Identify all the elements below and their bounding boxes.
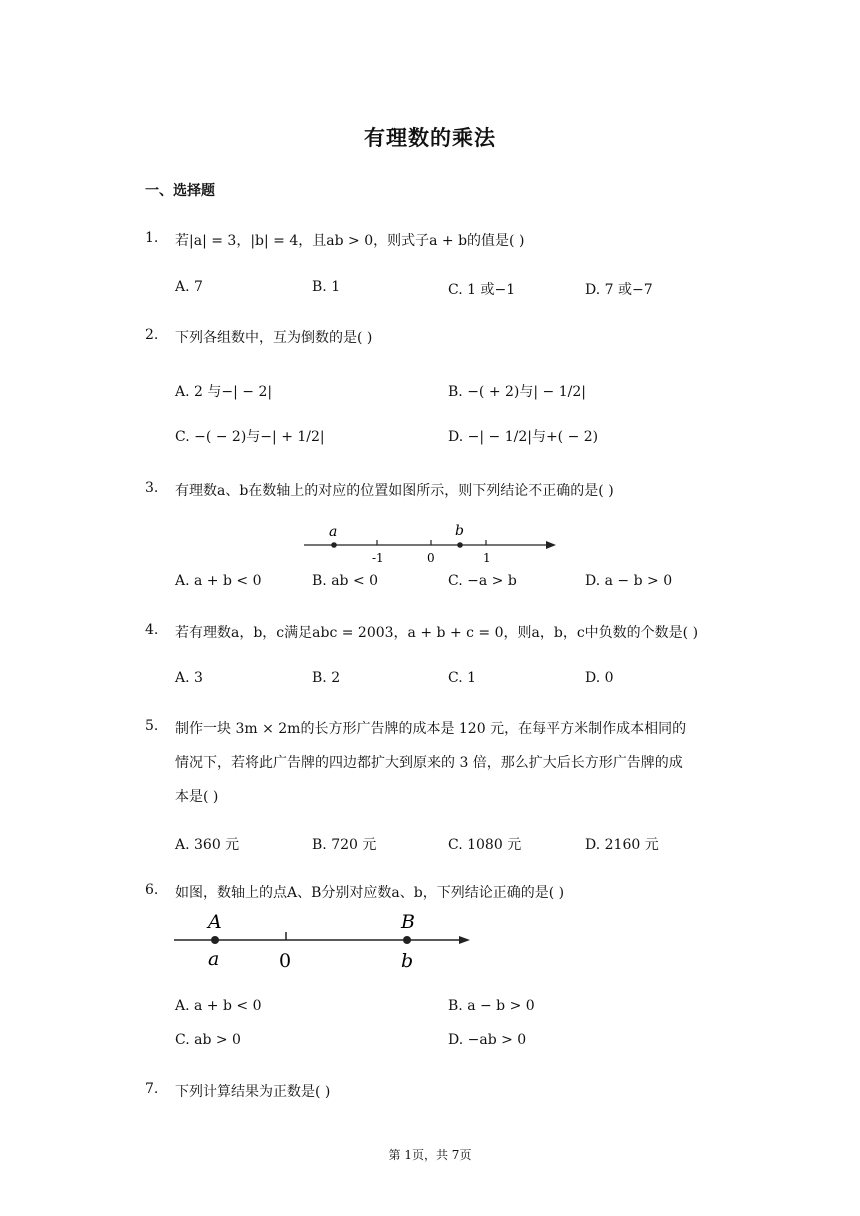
question-text-line: 情况下，若将此广告牌的四边都扩大到原来的 3 倍，那么扩大后长方形广告牌的成	[175, 755, 683, 771]
option-b: B. −( + 2)与| − 1/2|	[448, 384, 586, 400]
option-a: A. a + b < 0	[175, 573, 262, 589]
lower-label-zero: 0	[279, 950, 292, 972]
page-title: 有理数的乘法	[364, 126, 496, 150]
option-b: B. a − b > 0	[448, 998, 535, 1014]
option-a: A. a + b < 0	[175, 998, 262, 1014]
arrow-head-icon	[459, 936, 470, 944]
question-number: 7.	[145, 1081, 159, 1097]
question-text: 下列计算结果为正数是( )	[175, 1084, 331, 1100]
question-text: 如图，数轴上的点A、B分别对应数a、b，下列结论正确的是( )	[175, 885, 565, 901]
option-a: A. 3	[175, 670, 203, 686]
option-a: A. 7	[175, 279, 203, 295]
question-number: 2.	[145, 327, 159, 343]
point-label-a: a	[329, 524, 338, 540]
option-b: B. ab < 0	[312, 573, 379, 589]
option-a: A. 2 与−| − 2|	[175, 384, 273, 400]
option-d: D. −ab > 0	[448, 1032, 527, 1048]
upper-label-a: A	[208, 911, 222, 933]
option-d: D. a − b > 0	[585, 573, 673, 589]
question-text-line: 制作一块 3m × 2m的长方形广告牌的成本是 120 元，在每平方米制作成本相同的	[175, 721, 687, 737]
point-a-dot	[211, 936, 219, 944]
question-number: 1.	[145, 230, 159, 246]
option-c: C. 1	[448, 670, 477, 686]
arrow-head-icon	[546, 541, 556, 549]
tick-label: 0	[427, 551, 435, 565]
option-c: C. 1080 元	[448, 837, 522, 853]
point-b-dot	[403, 936, 411, 944]
number-line-figure	[170, 908, 475, 974]
option-d: D. 2160 元	[585, 837, 659, 853]
question-text: 若有理数a，b，c满足abc = 2003，a + b + c = 0，则a，b，c中负数的个数是( )	[175, 625, 699, 641]
option-c: C. 1 或−1	[448, 282, 516, 298]
question-text-line: 本是( )	[175, 789, 219, 805]
option-d: D. 7 或−7	[585, 282, 653, 298]
number-line-figure	[300, 518, 562, 568]
question-number: 4.	[145, 622, 159, 638]
question-number: 6.	[145, 882, 159, 898]
tick-label: -1	[372, 551, 384, 565]
option-c: C. −a > b	[448, 573, 517, 589]
page-footer: 第 1页，共 7页	[388, 1148, 472, 1162]
lower-label-b: b	[401, 950, 414, 972]
section-heading: 一、选择题	[145, 183, 215, 199]
option-a: A. 360 元	[175, 837, 240, 853]
option-c: C. ab > 0	[175, 1032, 241, 1048]
point-b-dot	[457, 542, 463, 548]
question-number: 3.	[145, 480, 159, 496]
option-d: D. 0	[585, 670, 614, 686]
lower-label-a: a	[208, 948, 220, 970]
question-text: 若|a| = 3，|b| = 4，且ab > 0，则式子a + b的值是( )	[175, 233, 525, 249]
question-text: 有理数a、b在数轴上的对应的位置如图所示，则下列结论不正确的是( )	[175, 483, 614, 499]
point-label-b: b	[455, 523, 464, 539]
option-d: D. −| − 1/2|与+( − 2)	[448, 429, 599, 445]
option-b: B. 720 元	[312, 837, 377, 853]
question-number: 5.	[145, 718, 159, 734]
point-a-dot	[331, 542, 337, 548]
tick-label: 1	[483, 551, 491, 565]
option-b: B. 1	[312, 279, 341, 295]
option-b: B. 2	[312, 670, 341, 686]
question-text: 下列各组数中，互为倒数的是( )	[175, 330, 373, 346]
upper-label-b: B	[401, 911, 415, 933]
option-c: C. −( − 2)与−| + 1/2|	[175, 429, 325, 445]
